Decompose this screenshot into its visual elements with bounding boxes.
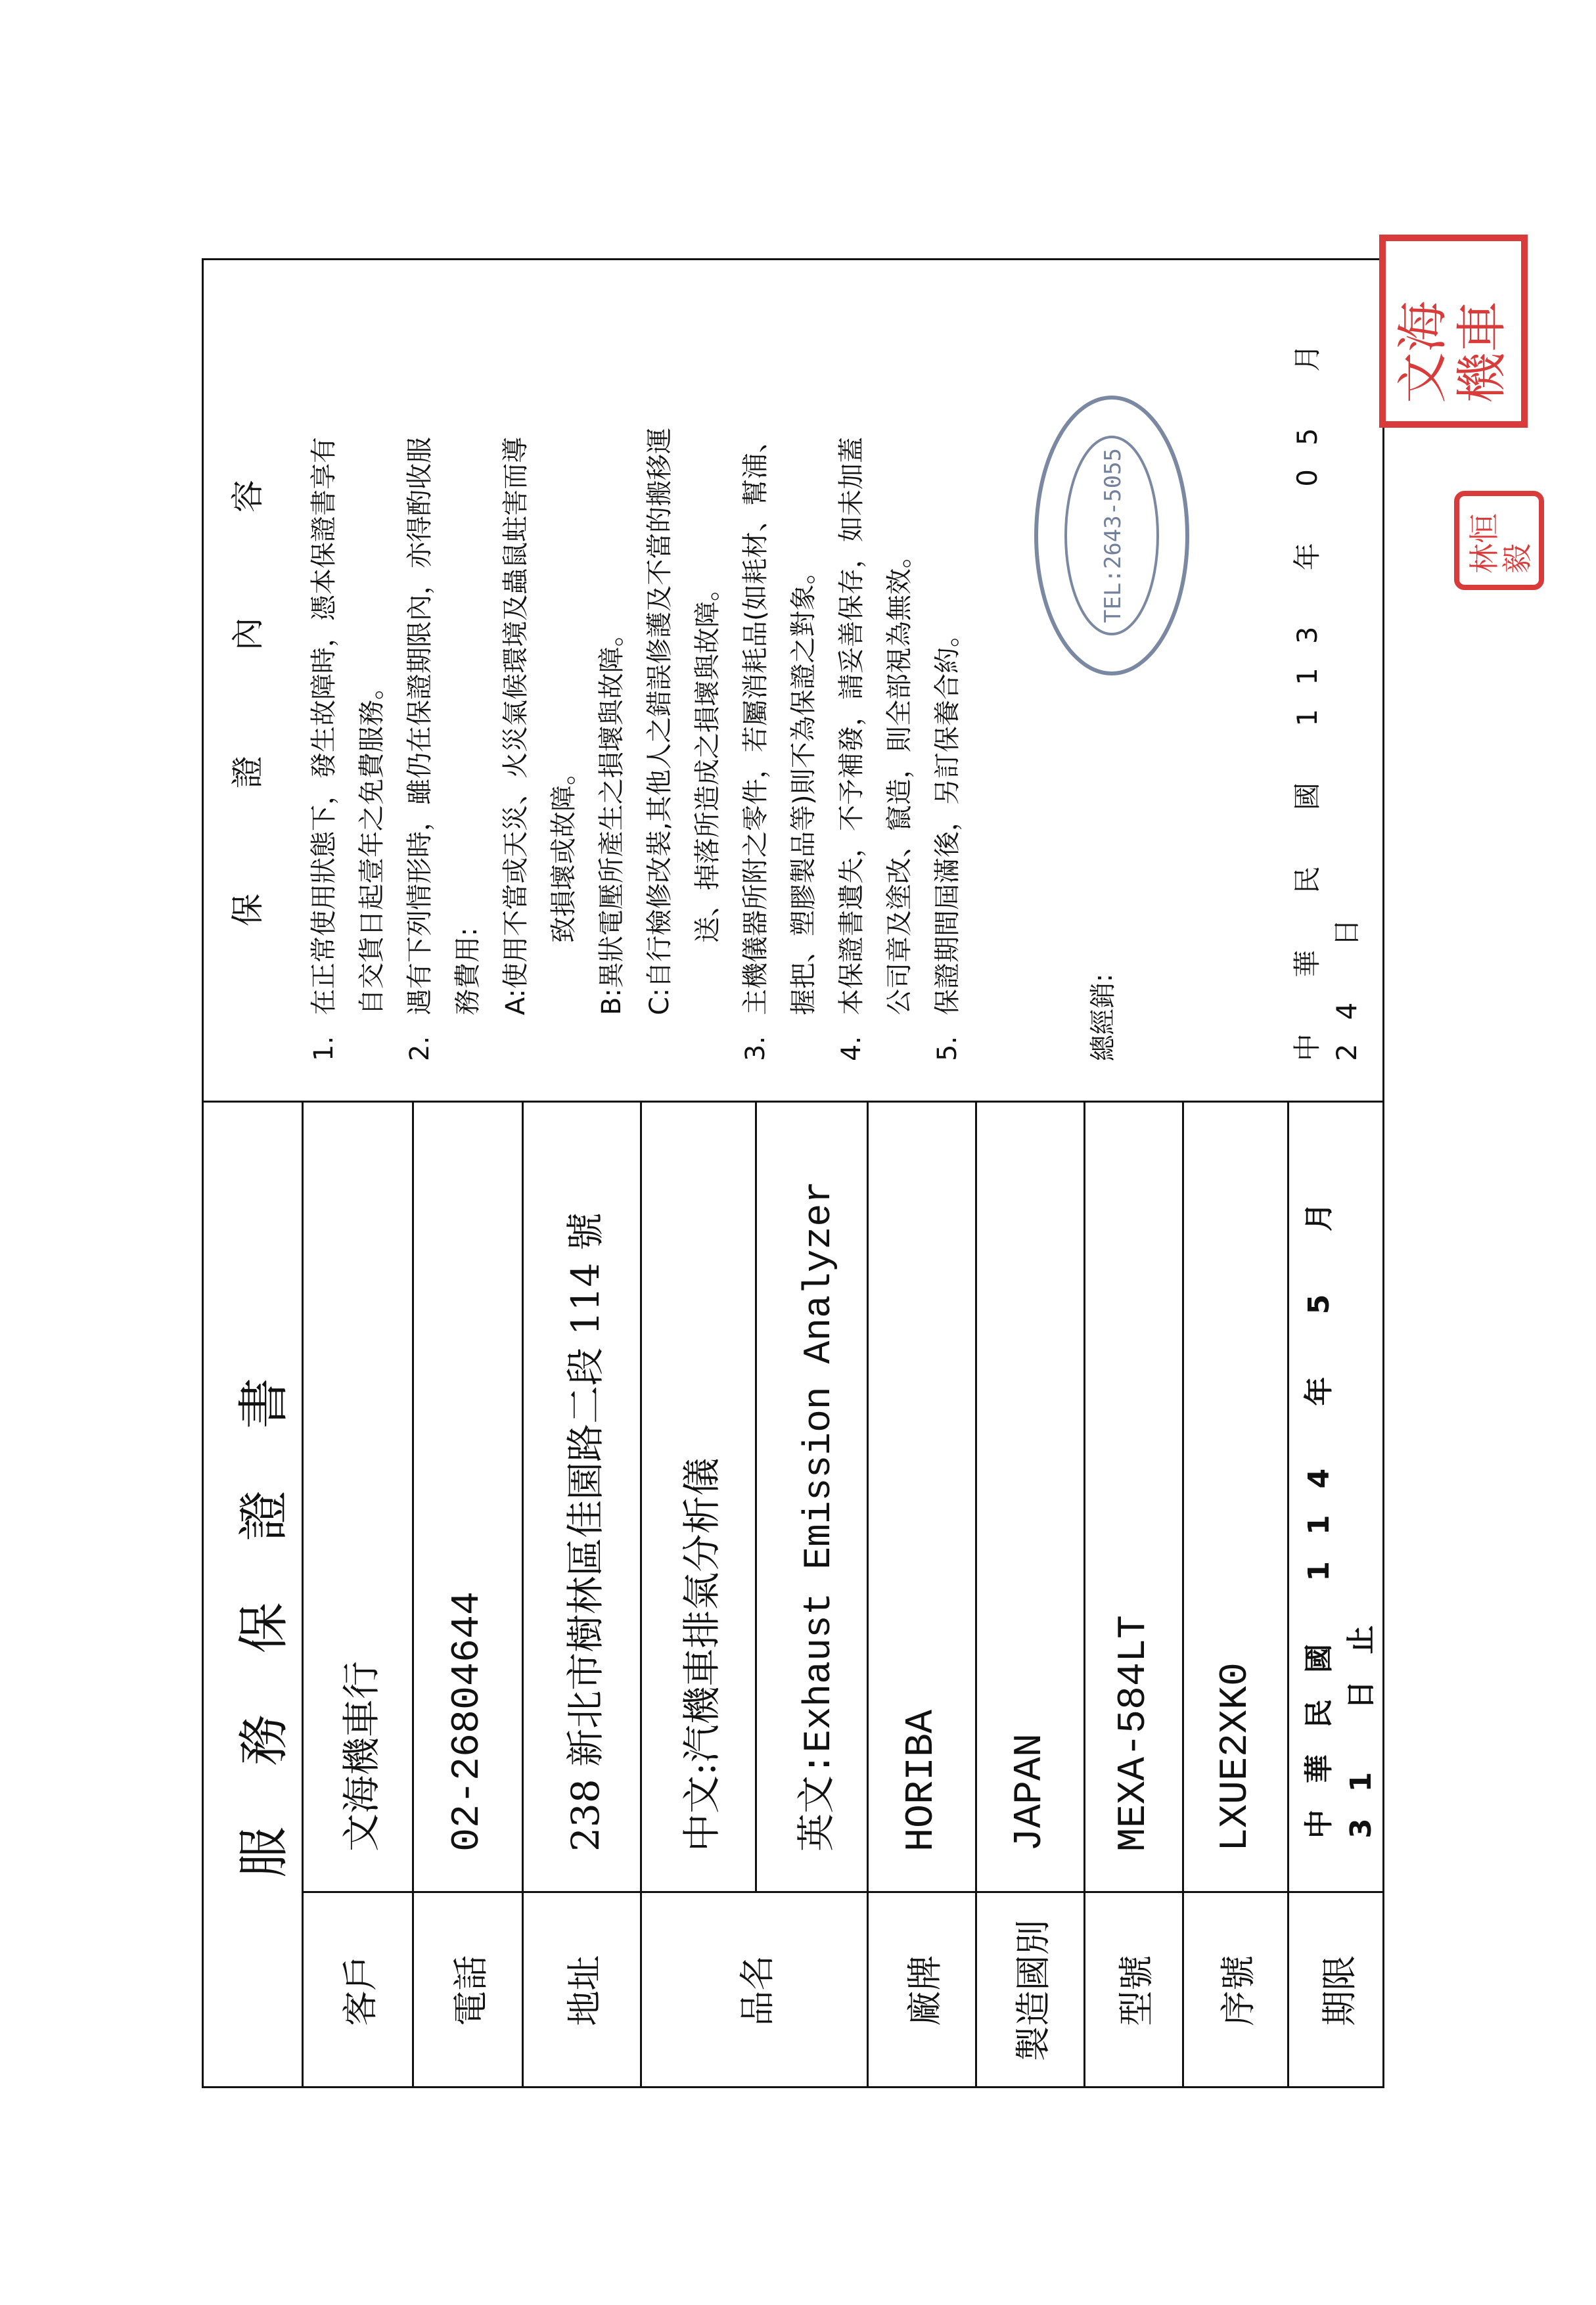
warranty-title: 保 證 內 容 <box>229 432 267 926</box>
company-stamp-text: TEL:2643-5055 <box>1100 447 1126 624</box>
clause-line: 致損壞或故障。 <box>549 759 579 943</box>
label-period: 期限 <box>1289 1891 1384 2088</box>
svg-text:林恒: 林恒 <box>1467 513 1502 574</box>
svg-text:機車: 機車 <box>1453 300 1512 403</box>
value-product-name-zh: 中文:汽機車排氣分析儀 <box>679 1457 724 1852</box>
clause-line: 握把、塑膠製品等)則不為保證之對象。 <box>788 558 819 1015</box>
value-address: 238 新北市樹林區佳園路二段 114 號 <box>562 1212 608 1852</box>
warranty-certificate <box>202 258 1384 2088</box>
row-product-name <box>642 1103 869 2088</box>
label-country: 製造國別 <box>977 1891 1083 2088</box>
clause-2 <box>396 286 492 1061</box>
row-model <box>1085 1103 1184 2088</box>
clause-line: 主機儀器所附之零件，若屬消耗品(如耗材、幫浦、 <box>741 426 771 1015</box>
clause-line: 保證期間屆滿後，另訂保養合約。 <box>932 621 963 1015</box>
clause-5 <box>924 286 972 1061</box>
value-period: 中華民國 114 年 5 月 31 日止 <box>1302 1176 1378 1838</box>
warranty-contents <box>202 258 1384 1101</box>
clause-line: A:使用不當或天災、火災氣候環境及蟲鼠蛀害而導 <box>501 436 531 1015</box>
clause-2b <box>588 286 636 1061</box>
label-customer: 客戶 <box>304 1891 412 2088</box>
dealer-label: 總經銷: <box>1088 973 1118 1061</box>
clause-list <box>300 286 972 1061</box>
label-product-name: 品名 <box>642 1891 867 2088</box>
clause-2c <box>636 286 732 1061</box>
document-title: 服 務 保 證 書 <box>235 1355 294 1878</box>
row-address <box>524 1103 642 2088</box>
clause-number: 5. <box>932 1036 963 1061</box>
clause-line: 自交貨日起壹年之免費服務。 <box>357 673 387 1015</box>
clause-line: B:異狀電壓所產生之損壞與故障。 <box>597 620 627 1015</box>
value-country: JAPAN <box>1008 1733 1053 1852</box>
title-row <box>202 1103 304 2088</box>
value-period-cell <box>1289 1103 1384 1891</box>
panel-divider <box>202 1101 1384 1103</box>
clause-1 <box>300 286 396 1061</box>
clause-line: 送、掉落所造成之損壞與故障。 <box>693 575 723 943</box>
value-product-name-en: 英文:Exhaust Emission Analyzer <box>798 1181 841 1852</box>
clause-line: C:自行檢修改裝,其他人之錯誤修護及不當的搬移運 <box>645 427 675 1015</box>
label-phone: 電話 <box>414 1891 522 2088</box>
clause-line: 公司章及塗改、竄造，則全部視為無效。 <box>884 542 915 1015</box>
value-serial: LXUE2XK0 <box>1213 1662 1258 1852</box>
label-serial: 序號 <box>1184 1891 1287 2088</box>
clause-number: 2. <box>405 1036 435 1061</box>
clause-line: 本保證書遺失，不予補發，請妥善保存，如未加蓋 <box>836 437 867 1015</box>
clause-2a <box>492 286 588 1061</box>
value-customer: 文海機車行 <box>338 1660 384 1852</box>
clause-number: 1. <box>309 1036 339 1061</box>
row-customer <box>304 1103 414 2088</box>
row-brand <box>869 1103 977 2088</box>
clause-number: 3. <box>741 1036 771 1061</box>
row-phone <box>414 1103 524 2088</box>
small-red-seal <box>1453 490 1545 591</box>
row-country <box>977 1103 1085 2088</box>
label-brand: 廠牌 <box>869 1891 975 2088</box>
issue-date: 中 華 民 國 113 年 05 月 24 日 <box>1291 320 1363 1061</box>
value-model: MEXA-584LT <box>1111 1614 1156 1852</box>
clause-4 <box>828 286 924 1061</box>
large-red-seal <box>1379 234 1528 428</box>
company-stamp <box>1030 391 1194 680</box>
service-table <box>202 1103 1384 2088</box>
svg-text:文海: 文海 <box>1394 300 1453 403</box>
row-serial <box>1184 1103 1289 2088</box>
clause-line: 在正常使用狀態下，發生故障時，憑本保證書享有 <box>309 437 339 1015</box>
svg-text:毅: 毅 <box>1499 543 1535 574</box>
row-period <box>1289 1103 1384 2088</box>
value-brand: HORIBA <box>900 1709 944 1852</box>
label-address: 地址 <box>524 1891 640 2088</box>
clause-3 <box>732 286 828 1061</box>
clause-number: 4. <box>836 1036 867 1061</box>
label-model: 型號 <box>1085 1891 1182 2088</box>
value-phone: 02-26804644 <box>445 1591 490 1852</box>
clause-line: 遇有下列情形時，雖仍在保證期限內，亦得酌收服 <box>405 437 435 1015</box>
clause-line: 務費用: <box>453 927 483 1015</box>
